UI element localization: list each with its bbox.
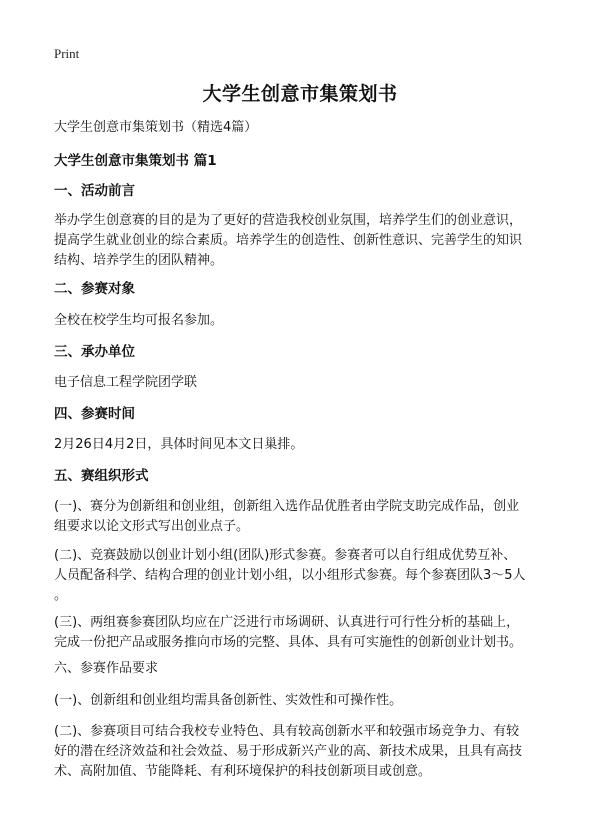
page-title: 大学生创意市集策划书: [202, 83, 398, 105]
paragraph-line: 结构、培养学生的团队精神。: [54, 253, 224, 268]
paragraph-line: 。: [54, 588, 68, 603]
paragraph-line: 提高学生就业创业的综合素质。培养学生的创造性、创新性意识、完善学生的知识: [54, 233, 523, 248]
paragraph-organization-3: [54, 613, 554, 653]
heading-participants: 二、参赛对象: [54, 281, 135, 297]
paragraph-line: (三)、两组赛参赛团队均应在广泛进行市场调研、认真进行可行性分析的基础上，: [54, 615, 520, 630]
print-link[interactable]: Print: [54, 46, 80, 61]
paragraph-activity-preface: [54, 211, 554, 271]
heading-work-requirements: 六、参赛作品要求: [54, 661, 159, 676]
paragraph-line: 组要求以论文形式写出创业点子。: [54, 519, 250, 534]
heading-schedule: 四、参赛时间: [54, 406, 135, 422]
paragraph-organization-2: [54, 546, 554, 606]
paragraph-schedule: 2月26日4月2日，具体时间见本文日巢排。: [54, 437, 304, 452]
paragraph-participants: 全校在校学生均可报名参加。: [54, 313, 224, 328]
paragraph-line: 术、高附加值、节能降耗、有利环境保护的科技创新项目或创意。: [54, 764, 432, 779]
paragraph-line: (二)、参赛项目可结合我校专业特色、具有较高创新水平和较强市场竞争力、有较: [54, 724, 520, 739]
heading-organizer: 三、承办单位: [54, 344, 135, 360]
section-title: 大学生创意市集策划书 篇1: [54, 153, 217, 169]
paragraph-line: 好的潜在经济效益和社会效益、易于形成新兴产业的高、新技术成果，且具有高技: [54, 744, 523, 759]
document-subtitle: 大学生创意市集策划书（精选4篇）: [54, 120, 258, 135]
paragraph-organization-1: [54, 497, 554, 537]
paragraph-requirements-2: [54, 722, 554, 782]
paragraph-requirements-1: (一)、创新组和创业组均需具备创新性、实效性和可操作性。: [54, 693, 403, 708]
heading-organization-form: 五、赛组织形式: [54, 468, 149, 484]
paragraph-line: 完成一份把产品或服务推向市场的完整、具体、具有可实施性的创新创业计划书。: [54, 635, 523, 650]
paragraph-line: (一)、赛分为创新组和创业组，创新组入选作品优胜者由学院支助完成作品，创业: [54, 499, 520, 514]
paragraph-line: (二)、竞赛鼓励以创业计划小组(团队)形式参赛。参赛者可以自行组成优势互补、: [54, 548, 517, 563]
paragraph-organizer: 电子信息工程学院团学联: [54, 375, 198, 390]
paragraph-line: 人员配备科学、结构合理的创业计划小组，以小组形式参赛。每个参赛团队3～5人: [54, 568, 526, 583]
heading-activity-preface: 一、活动前言: [54, 183, 135, 199]
paragraph-line: 举办学生创意赛的目的是为了更好的营造我校创业氛围，培养学生们的创业意识，: [54, 213, 523, 228]
